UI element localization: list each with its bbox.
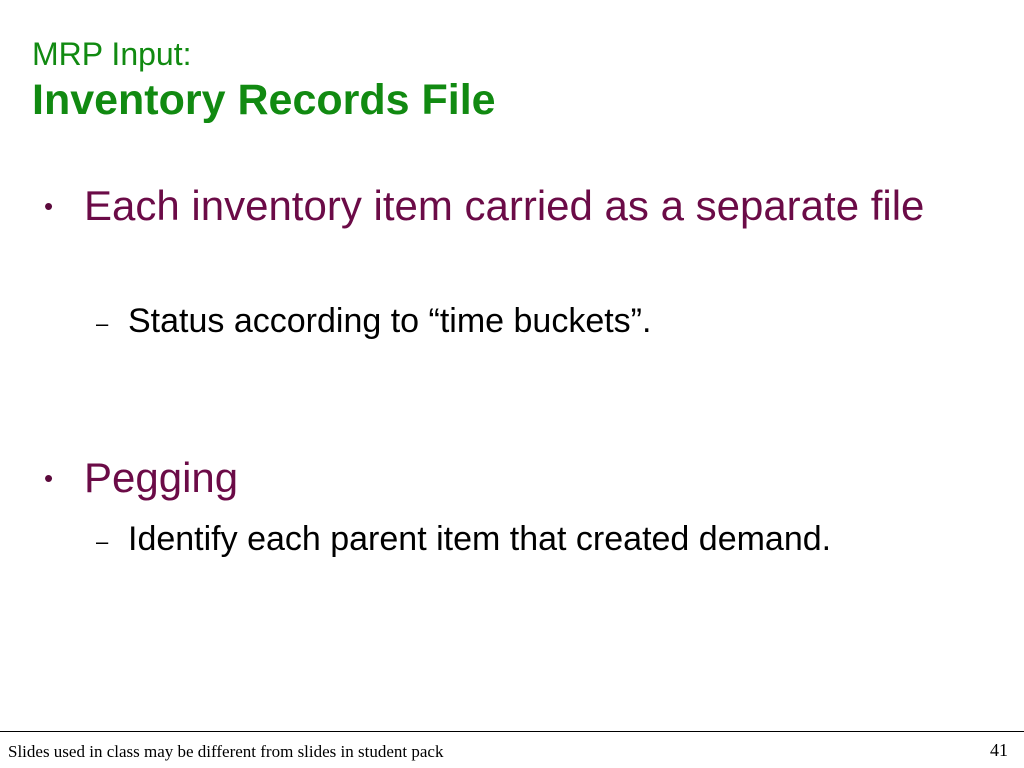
footer-note: Slides used in class may be different from slides in student pack	[8, 742, 444, 761]
bullet-text: Each inventory item carried as a separate file	[84, 182, 925, 229]
bullet-marker: •	[44, 191, 54, 221]
title-line-1: MRP Input:	[32, 36, 192, 72]
bullet-marker: •	[44, 463, 54, 493]
sub-bullet-text: Identify each parent item that created demand.	[128, 520, 832, 558]
page-number: 41	[990, 740, 1008, 760]
bullet-text: Pegging	[84, 454, 239, 501]
sub-bullet-item-2	[96, 516, 831, 562]
slide-title	[32, 34, 496, 126]
footer-divider	[0, 731, 1024, 732]
sub-bullet-item-1	[96, 298, 651, 344]
sub-bullet-text: Status according to “time buckets”.	[128, 302, 652, 340]
bullet-item-2	[44, 452, 934, 504]
sub-bullet-marker: –	[96, 311, 109, 336]
bullet-item-1	[44, 180, 934, 232]
title-line-2: Inventory Records File	[32, 76, 496, 124]
sub-bullet-marker: –	[96, 529, 109, 554]
